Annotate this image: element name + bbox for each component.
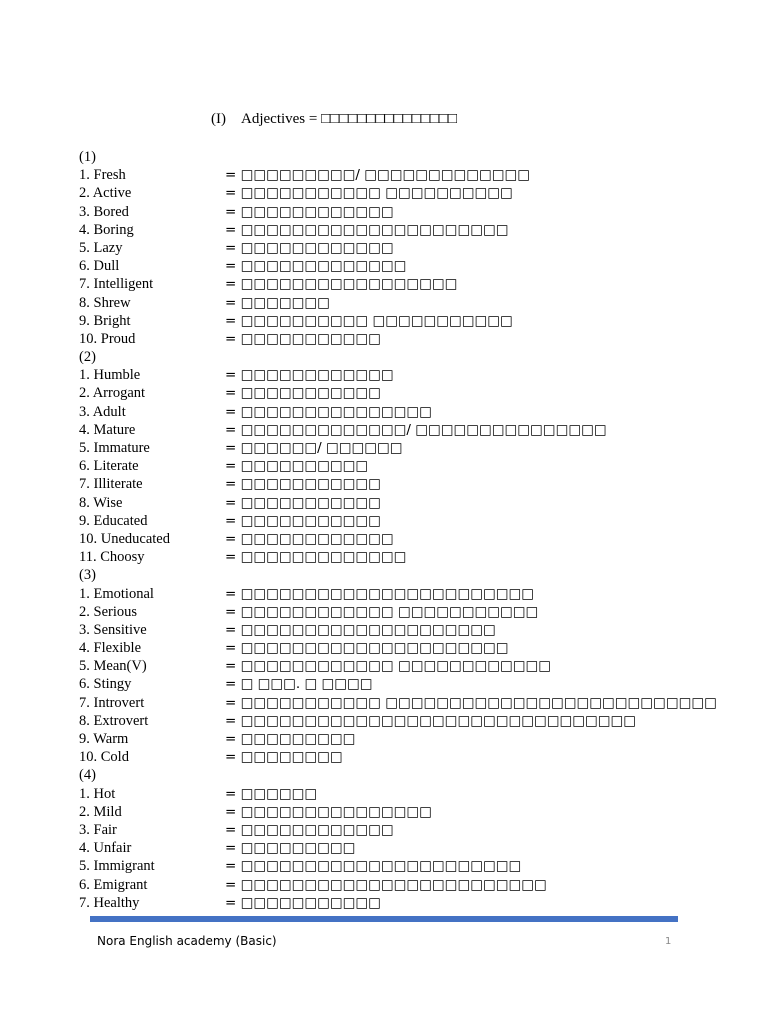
vocab-definition: = □□□□□□□□□□□□ (225, 530, 394, 547)
vocab-term: 4. Flexible (79, 640, 142, 657)
vocab-row (79, 312, 679, 330)
vocab-term: 7. Healthy (79, 894, 140, 911)
vocab-row (79, 603, 679, 621)
vocab-row (79, 439, 679, 457)
vocab-row (79, 585, 679, 603)
vocab-term: 5. Lazy (79, 239, 123, 256)
vocab-definition: = □□□□□□□□□□□□□□□□□□□□□ (225, 221, 509, 238)
vocab-row (79, 803, 679, 821)
vocab-term: 3. Sensitive (79, 621, 147, 638)
vocab-row (79, 748, 679, 766)
vocab-term: 6. Emigrant (79, 876, 148, 893)
vocab-term: 9. Warm (79, 731, 129, 747)
vocab-row (79, 694, 717, 712)
vocab-term: 8. Extrovert (79, 712, 149, 729)
vocab-row (79, 675, 679, 693)
vocab-definition: = □□□□□□□□□□□□□□□□□ (225, 276, 458, 293)
vocab-row (79, 166, 679, 184)
vocab-term: 2. Active (79, 185, 132, 202)
vocab-definition: = □□□□□□□□□□□□ (225, 203, 394, 220)
vocab-row (79, 857, 679, 875)
vocab-row (79, 294, 679, 312)
vocab-row (79, 421, 679, 439)
vocab-row (79, 730, 679, 748)
vocab-term: 7. Introvert (79, 694, 145, 711)
vocab-row (79, 475, 679, 493)
footer-title: Nora English academy (Basic) (97, 934, 277, 948)
vocab-definition: = □□□□□□□□□□□□ (225, 821, 394, 838)
vocab-row (79, 512, 679, 530)
vocab-term: 5. Mean(V) (79, 658, 147, 675)
vocab-definition: = □□□□□□/ □□□□□□ (225, 440, 403, 456)
vocab-row (79, 712, 679, 730)
vocab-term: 3. Bored (79, 203, 129, 220)
page-number: 1 (665, 936, 672, 947)
vocab-term: 9. Educated (79, 512, 148, 529)
vocab-row (79, 621, 679, 639)
vocab-term: 5. Immigrant (79, 858, 155, 875)
page-title (211, 111, 457, 128)
vocab-definition: = □□□□□□□□□□□□□/ □□□□□□□□□□□□□□□ (225, 421, 607, 438)
vocab-term: 1. Hot (79, 785, 116, 802)
vocab-definition: = □□□□□□□ (225, 294, 330, 311)
vocab-row (79, 221, 679, 239)
vocab-definition: = □□□□□□□□□/ □□□□□□□□□□□□□ (225, 167, 531, 184)
vocab-definition: = □□□□□□□□□□□ (225, 385, 381, 402)
vocab-row (79, 494, 679, 512)
vocab-term: 3. Adult (79, 403, 126, 420)
vocab-term: 10. Uneducated (79, 530, 170, 547)
vocab-term: 4. Boring (79, 221, 134, 238)
vocab-term: 1. Emotional (79, 585, 154, 602)
vocab-row (79, 530, 679, 548)
vocab-term: 1. Fresh (79, 167, 126, 184)
vocab-term: 7. Illiterate (79, 476, 143, 493)
vocab-definition: = □□□□□□□□□□□ (225, 494, 381, 511)
vocab-definition: = □□□□□□□□□□□ □□□□□□□□□□□□□□□□□□□□□□□□□□ (225, 694, 717, 711)
vocab-term: 2. Mild (79, 803, 122, 820)
vocab-definition: = □□□□□□□□□ (225, 840, 356, 857)
vocab-definition: = □□□□□□□□□□□□□□□□□□□□ (225, 621, 496, 638)
vocab-definition: = □□□□□□□□□□□□□□□□□□□□□ (225, 640, 509, 657)
vocab-term: 2. Serious (79, 603, 137, 620)
group-label-row (79, 348, 679, 366)
vocab-definition: = □□□□□□□□□□□□ □□□□□□□□□□□□ (225, 658, 552, 675)
vocab-definition: = □□□□□□□□□□□□□□□□□□□□□□□□□□□□□□□ (225, 712, 637, 729)
vocab-definition: = □□□□□□ (225, 785, 318, 802)
vocab-definition: = □□□□□□□□□□□□ (225, 239, 394, 256)
vocab-definition: = □□□□□□□□□□□□ (225, 367, 394, 384)
vocab-definition: = □□□□□□□□□□ (225, 458, 369, 475)
vocab-row (79, 275, 679, 293)
group-label: (2) (79, 349, 96, 366)
vocab-definition: = □□□□□□□□□□□ (225, 512, 381, 529)
vocab-term: 8. Wise (79, 494, 123, 511)
vocab-term: 4. Mature (79, 421, 136, 438)
vocab-term: 9. Bright (79, 312, 131, 329)
vocab-row (79, 384, 679, 402)
vocab-row (79, 821, 679, 839)
vocab-definition: = □□□□□□□□□□□□□□□□□□□□□□□□ (225, 876, 547, 893)
group-label: (3) (79, 567, 96, 584)
vocab-term: 7. Intelligent (79, 276, 154, 293)
vocab-term: 6. Stingy (79, 676, 132, 693)
vocab-term: 5. Immature (79, 440, 150, 456)
vocab-definition: = □□□□□□□□□□□□ □□□□□□□□□□□ (225, 603, 539, 620)
vocab-term: 11. Choosy (79, 549, 145, 566)
vocab-term: 6. Literate (79, 458, 139, 475)
vocab-term: 2. Arrogant (79, 385, 146, 402)
vocab-definition: = □ □□□. □ □□□□ (225, 676, 373, 693)
vocab-row (79, 330, 679, 348)
vocab-definition: = □□□□□□□□□□□□□ (225, 549, 407, 566)
vocab-row (79, 366, 679, 384)
vocab-row (79, 785, 679, 803)
vocab-definition: = □□□□□□□□□ (225, 731, 356, 747)
vocab-row (79, 239, 679, 257)
vocab-row (79, 548, 679, 566)
group-label-row (79, 766, 679, 784)
vocab-row (79, 876, 679, 894)
vocab-term: 3. Fair (79, 821, 117, 838)
vocab-term: 4. Unfair (79, 840, 132, 857)
footer-rule (90, 916, 678, 922)
section-heading: Adjectives = □□□□□□□□□□□□□□□ (241, 111, 458, 127)
vocab-definition: = □□□□□□□□□□□□□□□□□□□□□□ (225, 858, 522, 875)
vocab-term: 10. Cold (79, 749, 129, 766)
vocab-term: 1. Humble (79, 367, 141, 384)
group-label: (4) (79, 767, 96, 784)
group-label-row (79, 566, 679, 584)
vocab-definition: = □□□□□□□□ (225, 749, 343, 766)
vocab-term: 8. Shrew (79, 294, 131, 311)
vocab-row (79, 257, 679, 275)
vocab-row (79, 839, 679, 857)
vocab-row (79, 657, 679, 675)
vocab-row (79, 184, 679, 202)
group-label: (1) (79, 149, 96, 165)
group-label-row (79, 148, 679, 166)
vocab-definition: = □□□□□□□□□□□□□□□ (225, 403, 432, 420)
vocab-definition: = □□□□□□□□□□□ (225, 330, 381, 347)
vocab-definition: = □□□□□□□□□□ □□□□□□□□□□□ (225, 312, 513, 329)
vocabulary-list (79, 148, 717, 912)
vocab-row (79, 457, 679, 475)
vocab-definition: = □□□□□□□□□□□ (225, 894, 381, 911)
vocab-definition: = □□□□□□□□□□□□□ (225, 258, 407, 275)
vocab-row (79, 639, 679, 657)
vocab-definition: = □□□□□□□□□□□□□□□ (225, 803, 432, 820)
vocab-term: 6. Dull (79, 258, 120, 275)
vocab-row (79, 403, 679, 421)
vocab-definition: = □□□□□□□□□□□□□□□□□□□□□□□ (225, 585, 534, 602)
vocab-row (79, 203, 679, 221)
vocab-term: 10. Proud (79, 330, 136, 347)
vocab-row (79, 894, 679, 912)
section-number: (I) (211, 111, 226, 127)
vocab-definition: = □□□□□□□□□□□ □□□□□□□□□□ (225, 185, 513, 202)
vocab-definition: = □□□□□□□□□□□ (225, 476, 381, 493)
